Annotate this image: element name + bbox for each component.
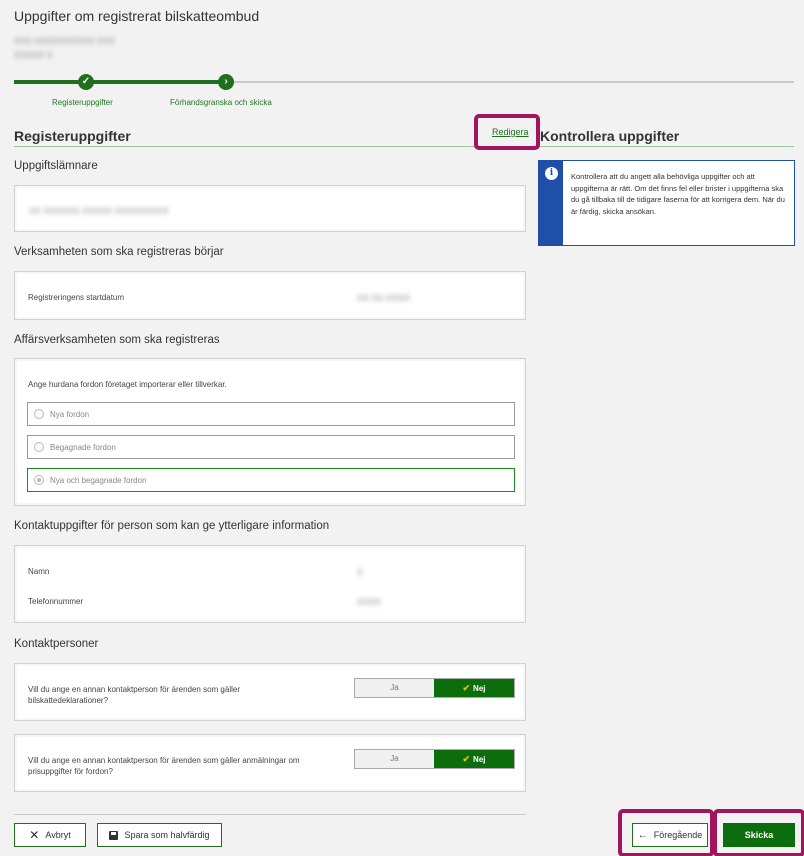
previous-label: Föregående: [653, 830, 703, 840]
namn-value: X: [357, 567, 364, 577]
radio-begagnade-fordon[interactable]: [27, 435, 515, 459]
save-icon: [109, 831, 118, 840]
subtitle-line-2: XXXXX X: [14, 50, 53, 60]
toggle-nej-button[interactable]: [434, 679, 514, 697]
toggle-nej-label: Nej: [473, 684, 486, 693]
check-icon: ✔: [462, 683, 471, 693]
verksamheten-heading: Verksamheten som ska registreras börjar: [14, 246, 224, 258]
info-text: Kontrollera att du angett alla behövliga uppgifter och att uppgifterna är rätt. Om det finns fel eller brister i uppgifterna ska du gå tillbaka till de tidigare faserna för att korrigera dem. När du är färdig, skicka ansökan.: [571, 172, 785, 216]
kontrollera-title: Kontrollera uppgifter: [540, 128, 680, 144]
save-draft-button[interactable]: [97, 823, 222, 847]
cancel-label: Avbryt: [45, 830, 71, 840]
telefon-label: Telefonnummer: [28, 597, 84, 606]
kontaktperson-question-2: Vill du ange en annan kontaktperson för ärenden som gäller anmälningar om prisuppgifter för fordon?: [28, 756, 300, 776]
subtitle-line-1: XXX XXXXXXXXXX XXX: [14, 36, 116, 46]
info-icon: i: [545, 167, 558, 180]
toggle-bilskatt[interactable]: [354, 678, 515, 698]
arrow-left-icon: ←: [637, 829, 648, 841]
highlight-send: [713, 809, 804, 856]
step-1-label[interactable]: Registeruppgifter: [52, 98, 113, 107]
page-title: Uppgifter om registrerat bilskatteombud: [14, 8, 260, 24]
section-divider: [14, 146, 794, 147]
kontaktuppgifter-card: [14, 545, 526, 623]
kontaktperson-question-1: Vill du ange en annan kontaktperson för ärenden som gäller bilskattedeklarationer?: [28, 685, 240, 705]
radio-circle[interactable]: [34, 409, 44, 419]
radio-label: Nya fordon: [50, 410, 90, 419]
save-draft-label: Spara som halvfärdig: [124, 830, 210, 840]
close-icon: ✕: [29, 828, 40, 842]
toggle-ja-button[interactable]: Ja: [390, 754, 399, 763]
step-2-label[interactable]: Förhandsgranska och skicka: [170, 98, 272, 107]
startdatum-label: Registreringens startdatum: [28, 293, 125, 302]
radio-circle-selected[interactable]: [34, 475, 44, 485]
toggle-nej-button[interactable]: [434, 750, 514, 768]
radio-nya-och-begagnade-fordon[interactable]: [27, 468, 515, 492]
step-2-chevron-right-icon[interactable]: ›: [218, 74, 234, 90]
stepper-progress: [14, 80, 226, 84]
toggle-ja-button[interactable]: Ja: [390, 683, 399, 692]
highlight-edit: [474, 114, 540, 150]
radio-circle[interactable]: [34, 442, 44, 452]
step-1-check-icon[interactable]: ✓: [78, 74, 94, 90]
kontaktuppgifter-heading: Kontaktuppgifter för person som kan ge ytterligare information: [14, 520, 330, 532]
startdatum-value: XX.XX.XXXX: [357, 293, 411, 303]
footer-divider: [14, 814, 526, 815]
radio-label: Nya och begagnade fordon: [50, 476, 147, 485]
radio-nya-fordon[interactable]: [27, 402, 515, 426]
edit-link[interactable]: Redigera: [492, 127, 529, 137]
uppgiftslamnare-value: XX XXXXXX XXXXX XXXXXXXXX: [29, 206, 169, 216]
toggle-prisuppgifter[interactable]: [354, 749, 515, 769]
kontaktpersoner-heading: Kontaktpersoner: [14, 638, 99, 650]
info-box: [538, 160, 795, 246]
uppgiftslamnare-card: [14, 185, 526, 232]
check-icon: ✔: [462, 754, 471, 764]
toggle-nej-label: Nej: [473, 755, 486, 764]
radio-label: Begagnade fordon: [50, 443, 116, 452]
highlight-previous: [618, 809, 714, 856]
registeruppgifter-title: Registeruppgifter: [14, 128, 131, 144]
send-button[interactable]: Skicka: [723, 823, 795, 847]
fordon-question: Ange hurdana fordon företaget importerar eller tillverkar.: [28, 380, 227, 389]
cancel-button[interactable]: [14, 823, 86, 847]
telefon-value: XXXX: [357, 597, 382, 607]
namn-label: Namn: [28, 567, 50, 576]
verksamheten-card: [14, 271, 526, 320]
affarsverksamheten-heading: Affärsverksamheten som ska registreras: [14, 334, 220, 346]
uppgiftslamnare-heading: Uppgiftslämnare: [14, 160, 98, 172]
info-strip: [539, 161, 563, 245]
